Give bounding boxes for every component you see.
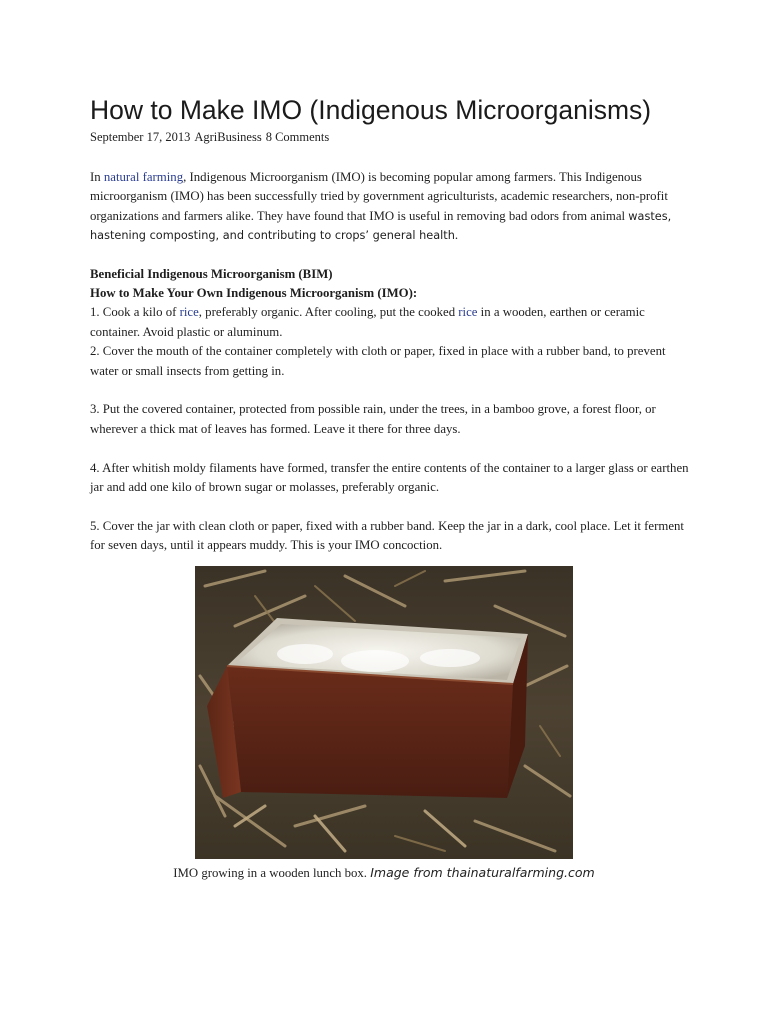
article xyxy=(90,92,690,556)
post-category[interactable]: AgriBusiness xyxy=(194,130,262,144)
step-3: 3. Put the covered container, protected from possible rain, under the trees, in a bamboo grove, a forest floor, or wherever a thick mat of leaves has formed. Leave it there for three days. xyxy=(90,402,656,436)
heading-bim: Beneficial Indigenous Microorganism (BIM) xyxy=(90,266,333,281)
step-1-b: , preferably organic. After cooling, put the cooked xyxy=(198,305,459,320)
step-1-a: 1. Cook a kilo of xyxy=(90,305,180,320)
step-2: 2. Cover the mouth of the container completely with cloth or paper, fixed in place with a rubber band, to prevent water or small insects from getting in. xyxy=(90,344,666,378)
intro-paragraph xyxy=(90,168,690,246)
comments-link[interactable]: 8 Comments xyxy=(265,130,330,144)
intro-lead: In xyxy=(90,170,104,184)
article-meta xyxy=(90,128,690,146)
caption-credit: Image from thainaturalfarming.com xyxy=(370,865,595,880)
step-1-c: in a wooden, earthen or ceramic container. Avoid plastic or aluminum. xyxy=(90,305,645,339)
intro-tail: wastes, hastening composting, and contributing to crops’ general health xyxy=(90,209,672,243)
post-date: September 17, 2013 xyxy=(90,130,191,144)
step-4: 4. After whitish moldy filaments have formed, transfer the entire contents of the container to a larger glass or earthen jar and add one kilo of brown sugar or molasses, preferably organic. xyxy=(90,460,689,495)
step-1 xyxy=(90,303,690,342)
rice-link[interactable]: rice xyxy=(179,305,199,320)
image-caption xyxy=(0,863,768,883)
natural-farming-link[interactable]: natural farming xyxy=(103,170,184,184)
caption-text: IMO growing in a wooden lunch box. xyxy=(173,866,371,880)
article-title: How to Make IMO (Indigenous Microorganisms) xyxy=(90,95,652,125)
step-5: 5. Cover the jar with clean cloth or paper, fixed with a rubber band. Keep the jar in a dark, cool place. Let it ferment for seven days, until it appears muddy. This is your IMO concoction. xyxy=(90,518,684,553)
heading-how-to: How to Make Your Own Indigenous Microorganism (IMO): xyxy=(90,286,418,301)
intro-end: . xyxy=(454,228,459,243)
imo-photo xyxy=(195,566,573,859)
rice-link-2[interactable]: rice xyxy=(458,305,478,320)
intro-body: , Indigenous Microorganism (IMO) is becoming popular among farmers. This Indigenous microorganism (IMO) has been successfully tried by government agriculturists, academic researchers, non-profit organizations and farmers alike. They have found that IMO is useful in removing bad odors from animal xyxy=(90,170,668,223)
